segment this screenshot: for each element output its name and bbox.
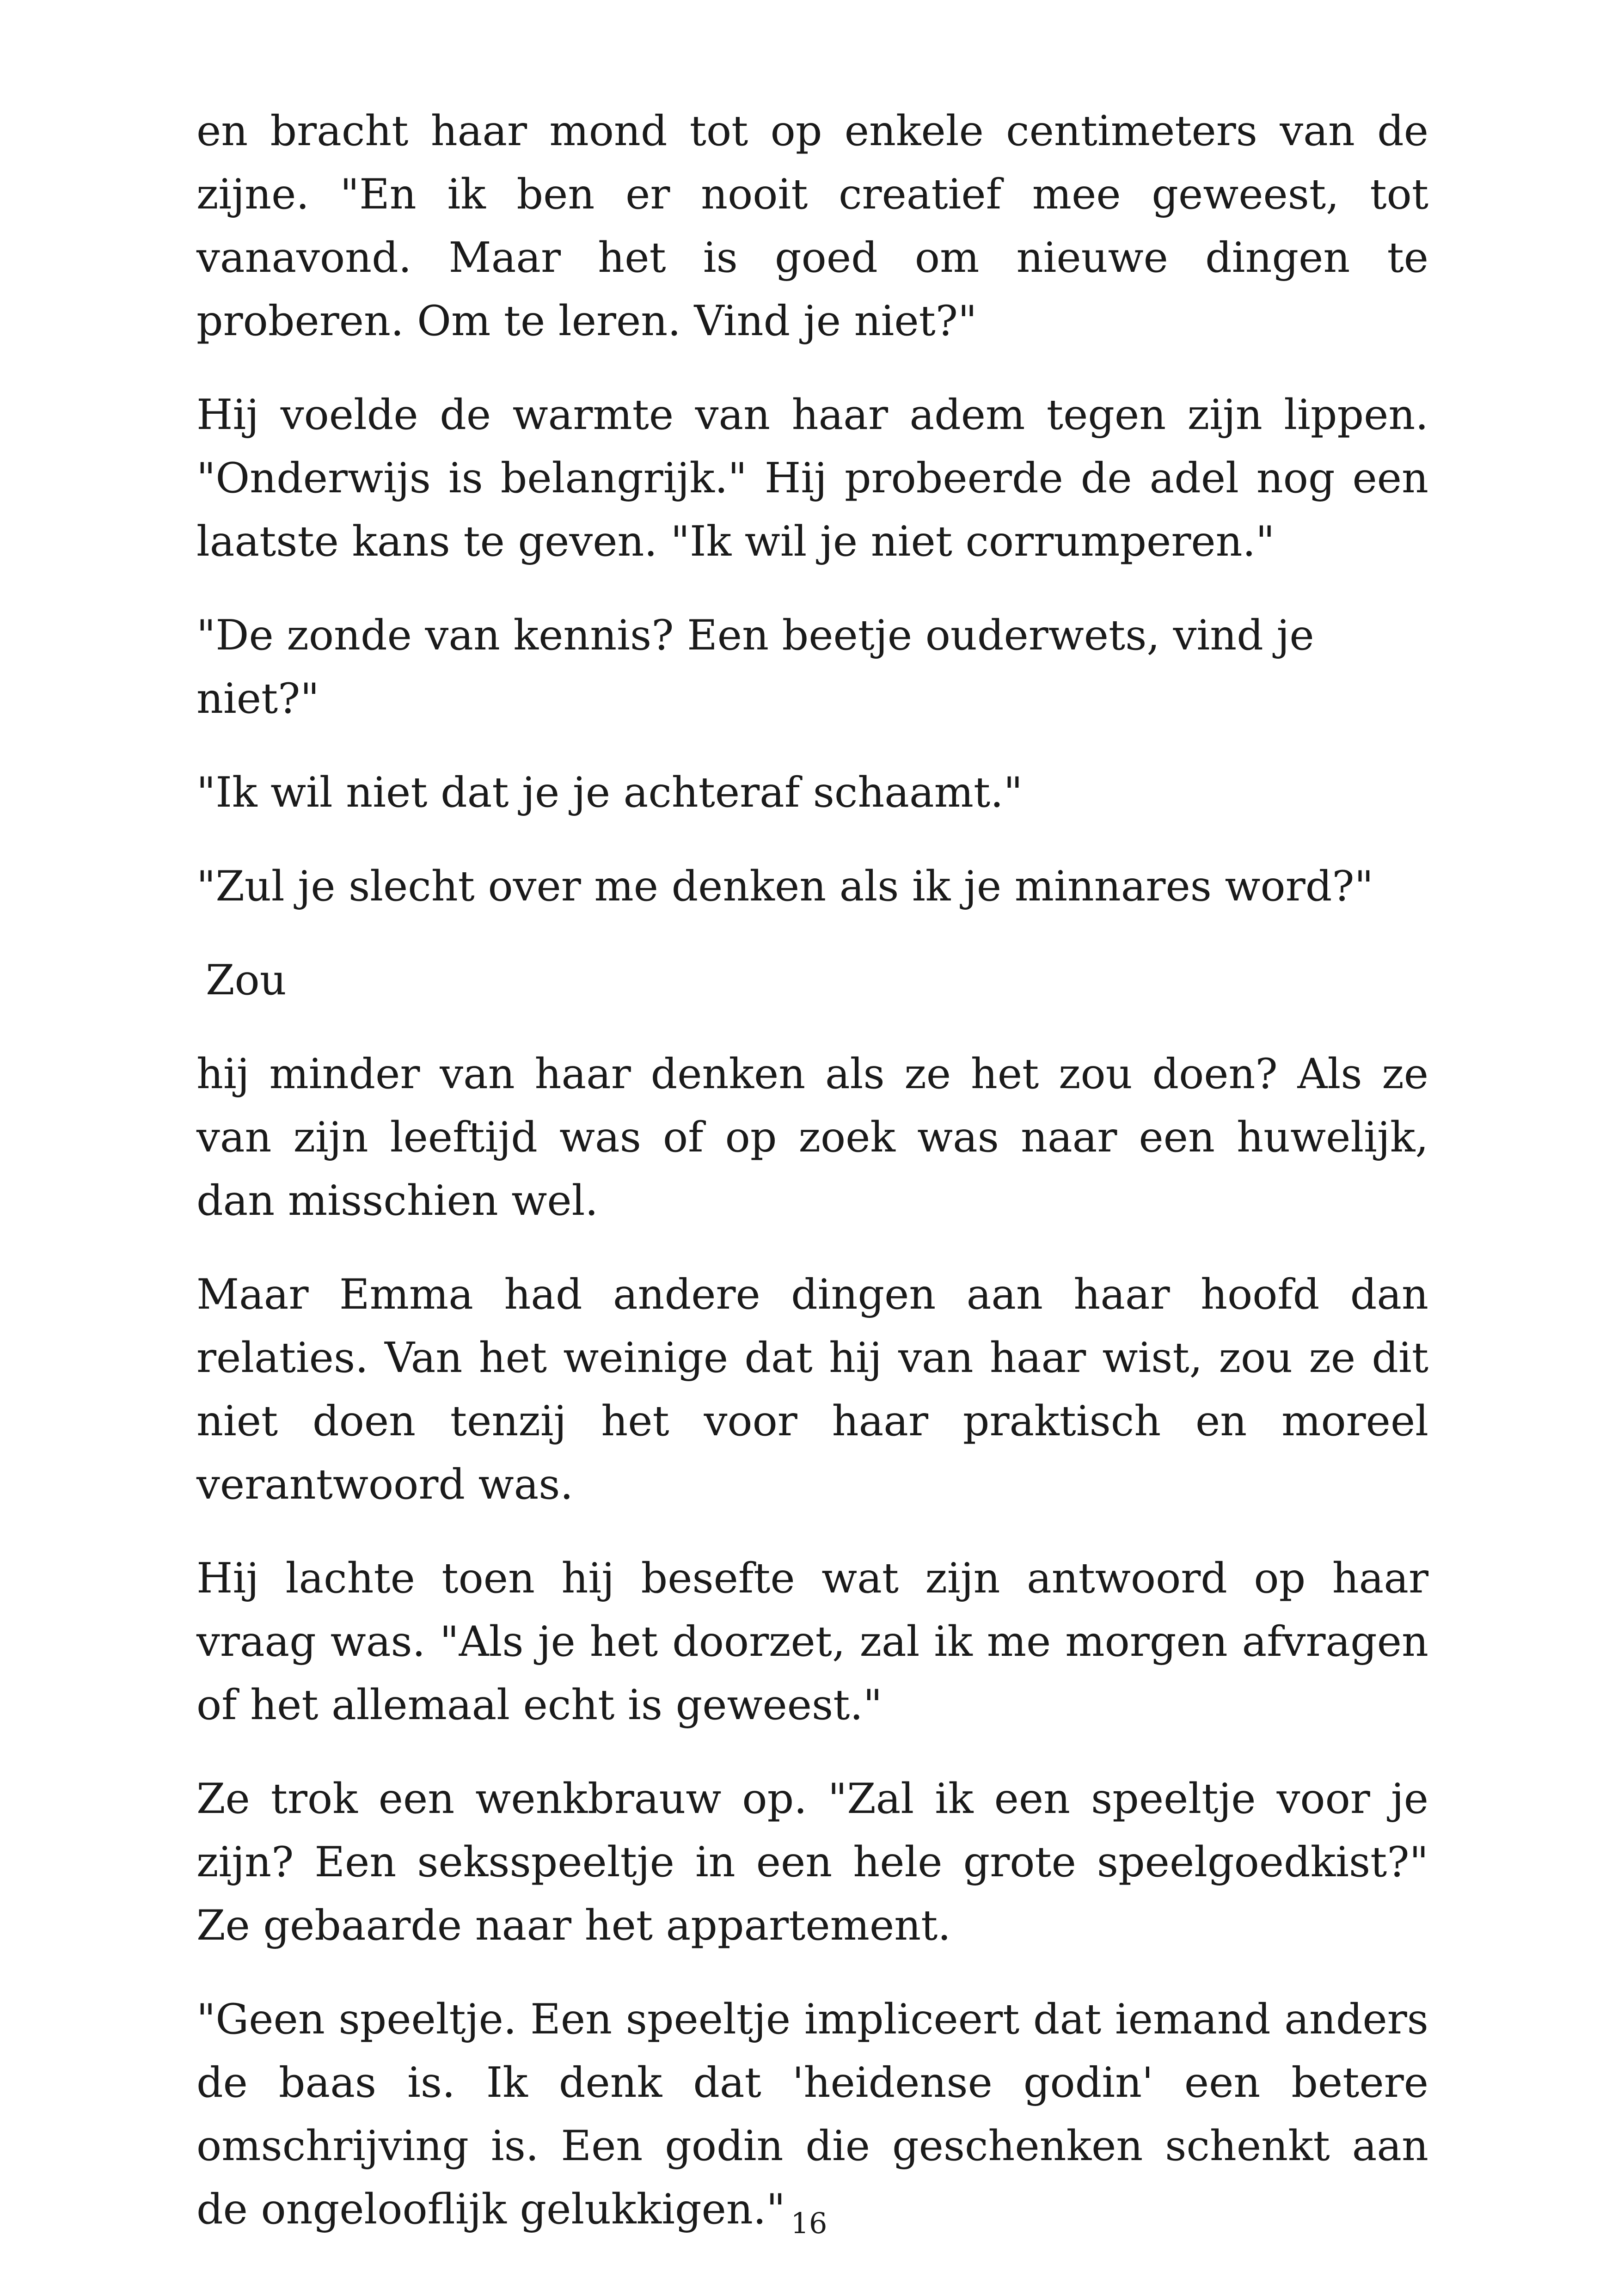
paragraph: "Ik wil niet dat je je achteraf schaamt." <box>196 768 1023 817</box>
paragraph: Maar Emma had andere dingen aan haar hoofd dan relaties. Van het weinige dat hij van haar wist, zou ze dit niet doen tenzij het voor haar praktisch en moreel verantwoord was. <box>196 1270 1428 1509</box>
paragraph: Hij voelde de warmte van haar adem tegen zijn lippen. "Onderwijs is belangrijk." Hij probeerde de adel nog een laatste kans te geven. "Ik wil je niet corrumperen." <box>196 391 1428 566</box>
paragraph: Ze trok een wenkbrauw op. "Zal ik een speeltje voor je zijn? Een seksspeeltje in een hele grote speelgoedkist?" Ze gebaarde naar het appartement. <box>196 1775 1428 1950</box>
paragraph: hij minder van haar denken als ze het zou doen? Als ze van zijn leeftijd was of op zoek was naar een huwelijk, dan misschien wel. <box>196 1050 1428 1225</box>
paragraph: "De zonde van kennis? Een beetje ouderwets, vind je niet?" <box>196 611 1314 723</box>
paragraph: "Geen speeltje. Een speeltje impliceert dat iemand anders de baas is. Ik denk dat 'heidense godin' een betere omschrijving is. Een godin die geschenken schenkt aan de ongelooflijk gelukkigen." <box>196 1995 1428 2234</box>
body-text <box>196 99 1428 2272</box>
paragraph: en bracht haar mond tot op enkele centimeters van de zijne. "En ik ben er nooit creatief mee geweest, tot vanavond. Maar het is goed om nieuwe dingen te proberen. Om te leren. Vind je niet?" <box>196 107 1428 345</box>
paragraph: Zou <box>206 956 287 1004</box>
paragraph: Hij lachte toen hij besefte wat zijn antwoord op haar vraag was. "Als je het doorzet, zal ik me morgen afvragen of het allemaal echt is geweest." <box>196 1554 1428 1729</box>
page-number: 16 <box>791 2206 827 2240</box>
paragraph: "Zul je slecht over me denken als ik je minnares word?" <box>196 862 1374 911</box>
